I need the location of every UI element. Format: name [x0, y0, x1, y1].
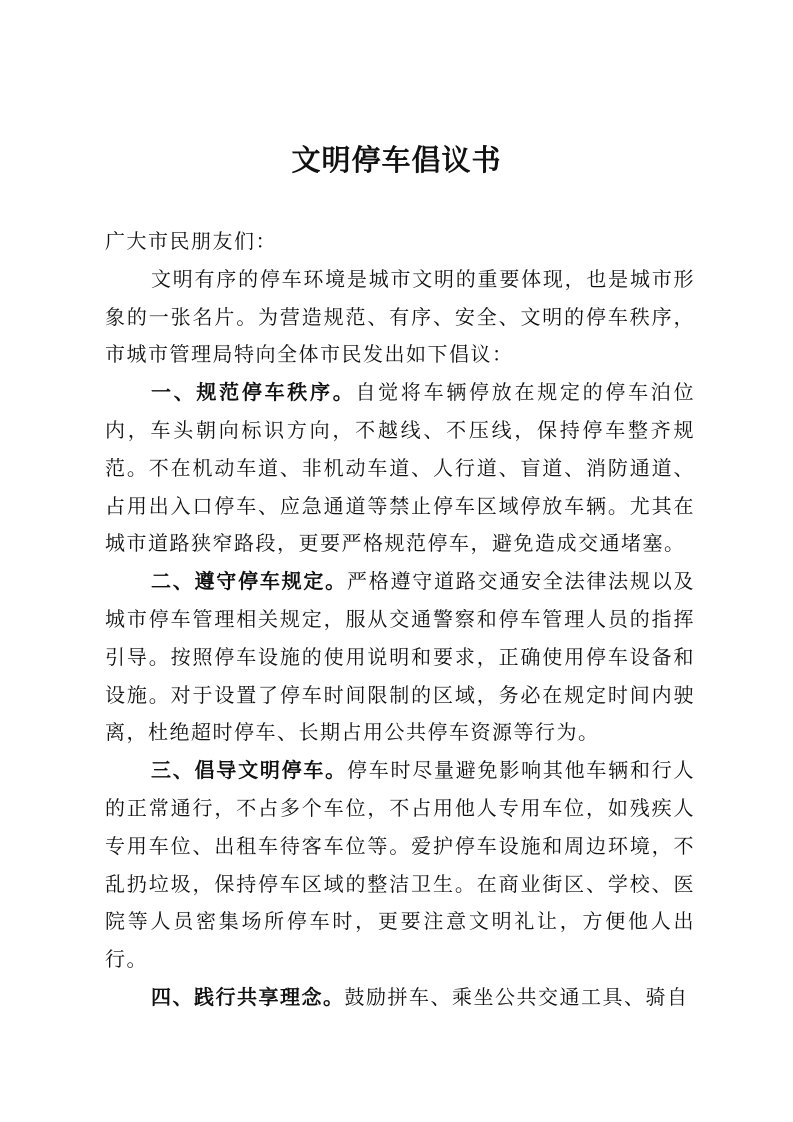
section-heading-4: 四、践行共享理念。 — [151, 984, 345, 1009]
section-text-3: 停车时尽量避免影响其他车辆和行人的正常通行，不占多个车位，不占用他人专用车位，如残疾人专用车位、出租车待客车位等。爱护停车设施和周边环境，不乱扔垃圾，保持停车区域的整洁卫生。在商业街区、学校、医院等人员密集场所停车时，更要注意文明礼让，方便他人出行。 — [105, 758, 695, 972]
section-heading-3: 三、倡导文明停车。 — [151, 758, 347, 783]
section-paragraph-2 — [105, 563, 695, 752]
section-paragraph-4 — [105, 979, 695, 1017]
document-body — [105, 223, 695, 1017]
section-text-1: 自觉将车辆停放在规定的停车泊位内，车头朝向标识方向，不越线、不压线，保持停车整齐规范。不在机动车道、非机动车道、人行道、盲道、消防通道、占用出入口停车、应急通道等禁止停车区域停放车辆。尤其在城市道路狭窄路段，更要严格规范停车，避免造成交通堵塞。 — [105, 380, 696, 556]
section-text-2: 严格遵守道路交通安全法律法规以及城市停车管理相关规定，服从交通警察和停车管理人员的指挥引导。按照停车设施的使用说明和要求，正确使用停车设备和设施。对于设置了停车时间限制的区域，务必在规定时间内驶离，杜绝超时停车、长期占用公共停车资源等行为。 — [105, 569, 695, 745]
section-paragraph-1 — [105, 374, 695, 563]
section-text-4: 鼓励拼车、乘坐公共交通工具、骑自 — [344, 984, 689, 1009]
section-heading-2: 二、遵守停车规定。 — [151, 569, 347, 594]
intro-paragraph: 文明有序的停车环境是城市文明的重要体现，也是城市形象的一张名片。为营造规范、有序、安全、文明的停车秩序，市城市管理局特向全体市民发出如下倡议： — [105, 266, 695, 367]
section-paragraph-3 — [105, 752, 695, 979]
document-title: 文明停车倡议书 — [291, 143, 502, 177]
section-heading-1: 一、规范停车秩序。 — [151, 380, 356, 405]
salutation: 广大市民朋友们： — [105, 229, 277, 253]
